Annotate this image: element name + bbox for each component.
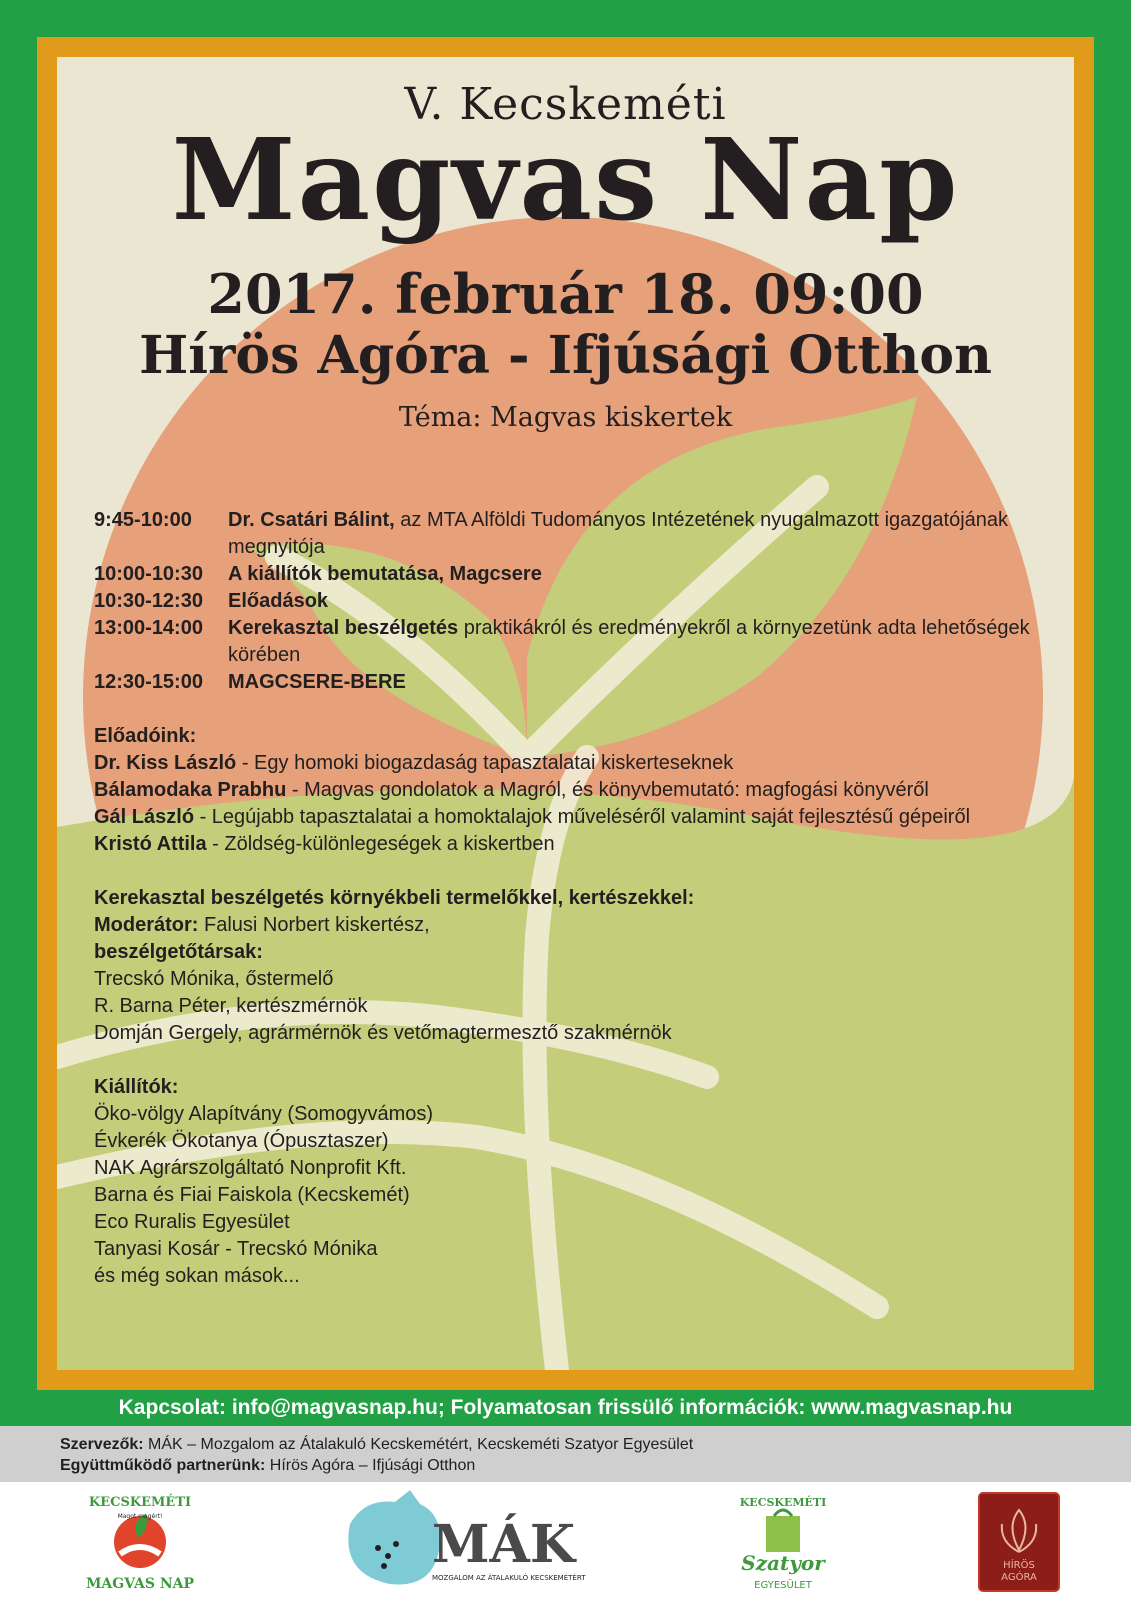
exhibitor-item: Eco Ruralis Egyesület [94, 1211, 290, 1233]
organizers-bar [0, 1426, 1131, 1482]
schedule-highlight: Kerekasztal beszélgetés [228, 617, 459, 639]
event-edition: V. Kecskeméti [404, 79, 727, 130]
exhibitors-heading: Kiállítók: [94, 1076, 179, 1098]
roundtable-heading: Kerekasztal beszélgetés környékbeli termelőkkel, kertészekkel: [94, 887, 695, 909]
partner-item: R. Barna Péter, kertészmérnök [94, 995, 368, 1017]
speaker-name: Bálamodaka Prabhu [94, 779, 287, 801]
schedule-list [94, 507, 1044, 696]
exhibitor-item: Tanyasi Kosár - Trecskó Mónika [94, 1238, 378, 1260]
schedule-row [94, 669, 1044, 696]
szatyor-bottom-text: EGYESÜLET [754, 1580, 812, 1591]
event-date: 2017. február 18. 09:00 [207, 262, 924, 326]
mak-subtitle-text: MOZGALOM AZ ÁTALAKULÓ KECSKEMÉTÉRT [432, 1574, 586, 1582]
speaker-name: Gál László [94, 806, 195, 828]
partner-text: Hírös Agóra – Ifjúsági Otthon [265, 1457, 476, 1474]
organizers-line [60, 1434, 693, 1455]
partner-item: Trecskó Mónika, őstermelő [94, 968, 334, 990]
schedule-time: 13:00-14:00 [94, 617, 203, 639]
organizers-label: Szervezők: [60, 1436, 144, 1453]
szatyor-name-text: Szatyor [741, 1551, 825, 1575]
mak-title-text: MÁK [432, 1514, 576, 1575]
speaker-item [94, 750, 1044, 777]
speaker-topic: - Egy homoki biogazdaság tapasztalatai kiskerteseknek [236, 752, 734, 774]
schedule-time: 10:30-12:30 [94, 590, 203, 612]
partner-label: Együttműködő partnerünk: [60, 1457, 266, 1474]
szatyor-logo [718, 1486, 848, 1596]
schedule-description: az MTA Alföldi Tudományos Intézetének nyugalmazott igazgatójának megnyitója [228, 509, 1009, 558]
exhibitor-item: Öko-völgy Alapítvány (Somogyvámos) [94, 1103, 434, 1125]
szatyor-top-text: KECSKEMÉTI [739, 1496, 827, 1509]
schedule-row [94, 507, 1044, 561]
speaker-name: Kristó Attila [94, 833, 207, 855]
speakers-heading: Előadóink: [94, 725, 197, 747]
schedule-time: 9:45-10:00 [94, 509, 192, 531]
partner-item: Domján Gergely, agrármérnök és vetőmagtermesztő szakmérnök [94, 1022, 672, 1044]
hiros-agora-logo [978, 1492, 1060, 1592]
schedule-highlight: Előadások [228, 590, 329, 612]
speaker-item [94, 831, 1044, 858]
speaker-topic: - Zöldség-különlegeségek a kiskertben [206, 833, 555, 855]
speaker-item [94, 804, 1044, 831]
program-content [94, 507, 1044, 1290]
contact-line: Kapcsolat: info@magvasnap.hu; Folyamatosan frissülő információk: www.magvasnap.hu [118, 1396, 1013, 1419]
event-title: Magvas Nap [171, 115, 960, 246]
speakers-section [94, 723, 1044, 858]
schedule-description: praktikákról és eredményekről a környezetünk adta lehetőségek körében [228, 617, 1030, 666]
schedule-time: 12:30-15:00 [94, 671, 203, 693]
organizers-text: MÁK – Mozgalom az Átalakuló Kecskemétért, Kecskeméti Szatyor Egyesület [143, 1436, 694, 1453]
schedule-highlight: MAGCSERE-BERE [228, 671, 406, 693]
moderator-name: Falusi Norbert kiskertész, [198, 914, 430, 936]
moderator-line [94, 912, 1044, 939]
exhibitor-item: Barna és Fiai Faiskola (Kecskemét) [94, 1184, 410, 1206]
exhibitor-item: és még sokan mások... [94, 1265, 300, 1287]
magvasnap-top-text: KECSKEMÉTI [88, 1495, 192, 1510]
speaker-item [94, 777, 1044, 804]
speaker-name: Dr. Kiss László [94, 752, 237, 774]
schedule-time: 10:00-10:30 [94, 563, 203, 585]
exhibitor-item: Évkerék Ökotanya (Ópusztaszer) [94, 1130, 389, 1152]
event-theme: Téma: Magvas kiskertek [398, 402, 733, 433]
exhibitors-section [94, 1074, 1044, 1290]
mak-logo [340, 1484, 590, 1594]
magvasnap-bottom-text: MAGVAS NAP [85, 1576, 195, 1592]
schedule-row [94, 588, 1044, 615]
schedule-highlight: Dr. Csatári Bálint, [228, 509, 395, 531]
partners-label: beszélgetőtársak: [94, 941, 263, 963]
poppy-head-icon [348, 1490, 440, 1585]
poster-area [57, 57, 1074, 1370]
speaker-topic: - Magvas gondolatok a Magról, és könyvbemutató: magfogási könyvéről [286, 779, 929, 801]
hiros-line2-text: AGÓRA [1001, 1572, 1037, 1583]
roundtable-section [94, 885, 1044, 1047]
bag-icon [766, 1516, 800, 1552]
schedule-row [94, 615, 1044, 669]
exhibitor-item: NAK Agrárszolgáltató Nonprofit Kft. [94, 1157, 407, 1179]
partner-line [60, 1455, 693, 1476]
hiros-line1-text: HÍRÖS [1003, 1560, 1035, 1571]
schedule-highlight: A kiállítók bemutatása, Magcsere [228, 563, 542, 585]
speaker-topic: - Legújabb tapasztalatai a homoktalajok műveléséről valamint saját fejlesztésű gépeiről [194, 806, 971, 828]
logo-strip [0, 1482, 1131, 1600]
magvasnap-logo [80, 1490, 200, 1596]
event-venue: Hírös Agóra - Ifjúsági Otthon [139, 325, 992, 386]
moderator-label: Moderátor: [94, 914, 199, 936]
magvasnap-motto-text: Magot magért! [117, 1513, 163, 1520]
schedule-row [94, 561, 1044, 588]
